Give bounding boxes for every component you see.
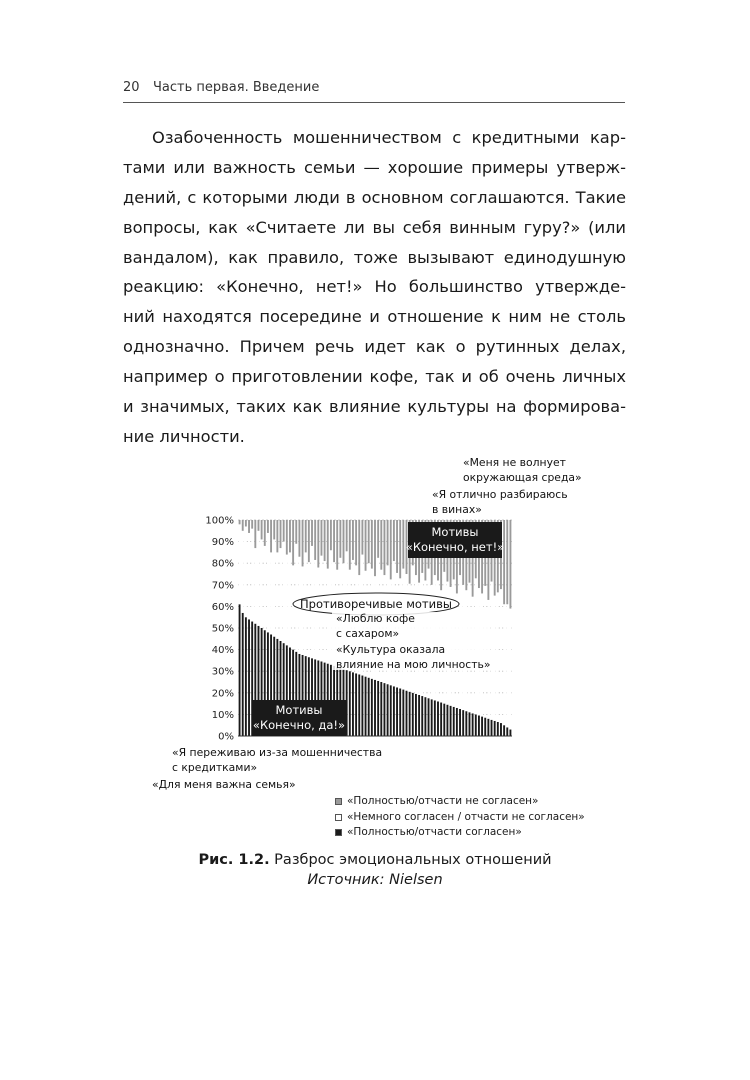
bar-disagree: [289, 520, 291, 552]
bar-agree: [456, 708, 458, 736]
bar-neutral: [264, 546, 266, 630]
bar-agree: [446, 705, 448, 736]
body-line: однозначно. Причем речь идет как о рутинных делах,: [123, 337, 626, 357]
bar-agree: [465, 711, 467, 736]
bar-neutral: [248, 533, 250, 619]
bar-agree: [371, 679, 373, 736]
bar-neutral: [283, 542, 285, 644]
bar-disagree: [343, 520, 345, 563]
bar-neutral: [261, 539, 263, 628]
bar-disagree: [327, 520, 329, 569]
bar-agree: [406, 691, 408, 736]
bar-disagree: [384, 520, 386, 575]
bar-agree: [462, 710, 464, 736]
bar-agree: [443, 704, 445, 736]
bar-agree: [387, 684, 389, 736]
bar-agree: [450, 706, 452, 736]
bar-agree: [487, 719, 489, 736]
bar-neutral: [273, 539, 275, 636]
bar-agree: [412, 693, 414, 736]
bar-agree: [374, 680, 376, 736]
bar-disagree: [270, 520, 272, 552]
bar-disagree: [254, 520, 256, 548]
legend-item: [335, 825, 585, 841]
y-tick-label: 60%: [211, 601, 234, 613]
bar-disagree: [321, 520, 323, 556]
caption-number: Рис. 1.2.: [198, 852, 270, 868]
body-line: тами или важность семьи — хорошие примеры утверж-: [123, 157, 626, 177]
body-line: и значимых, таких как влияние культуры на формирова-: [123, 397, 626, 417]
bar-disagree: [295, 520, 297, 544]
bar-neutral: [258, 531, 260, 626]
bar-agree: [478, 715, 480, 736]
bar-agree: [440, 703, 442, 736]
bar-neutral: [327, 569, 329, 664]
bar-agree: [434, 700, 436, 736]
bar-agree: [481, 717, 483, 736]
bar-disagree: [336, 520, 338, 570]
bar-disagree: [258, 520, 260, 531]
bar-disagree: [283, 520, 285, 542]
bar-disagree: [273, 520, 275, 539]
bar-neutral: [506, 604, 508, 727]
bar-agree: [453, 707, 455, 736]
bar-agree: [242, 613, 244, 736]
bar-agree: [500, 723, 502, 736]
page-number: 20: [123, 80, 140, 95]
bar-agree: [409, 692, 411, 736]
motives-yes-text: Мотивы: [275, 703, 323, 717]
caption-source: Источник: Nielsen: [307, 872, 443, 888]
bar-disagree: [387, 520, 389, 565]
annotation-line: «Меня не волнует: [463, 456, 566, 469]
bar-neutral: [251, 529, 253, 622]
bar-agree: [393, 686, 395, 736]
bar-neutral: [286, 555, 288, 646]
bar-disagree: [280, 520, 282, 548]
legend-swatch: [335, 814, 342, 821]
bar-disagree: [314, 520, 316, 560]
body-line: ний находятся посередине и отношение к ним не столь: [123, 307, 626, 327]
bar-disagree: [509, 520, 511, 609]
y-tick-label: 30%: [211, 666, 234, 678]
bar-agree: [396, 687, 398, 736]
bar-agree: [475, 714, 477, 736]
bar-agree: [424, 697, 426, 736]
legend-swatch: [335, 798, 342, 805]
bar-disagree: [396, 520, 398, 573]
annotation-line: с сахаром»: [336, 626, 400, 640]
bar-disagree: [308, 520, 310, 562]
bar-agree: [361, 676, 363, 736]
bar-neutral: [503, 604, 505, 725]
bar-agree: [503, 725, 505, 736]
bar-agree: [380, 682, 382, 736]
y-tick-label: 40%: [211, 645, 234, 657]
bar-disagree: [346, 520, 348, 551]
bar-neutral: [270, 552, 272, 634]
y-tick-label: 50%: [211, 623, 234, 635]
annotation-line: «Культура оказала: [336, 643, 446, 656]
bar-disagree: [402, 520, 404, 569]
bar-disagree: [317, 520, 319, 568]
bar-disagree: [302, 520, 304, 566]
bar-agree: [431, 699, 433, 736]
bar-agree: [349, 671, 351, 736]
y-tick-label: 20%: [211, 688, 234, 700]
bar-disagree: [339, 520, 341, 558]
y-tick-label: 80%: [211, 558, 234, 570]
bar-disagree: [264, 520, 266, 546]
bar-disagree: [311, 520, 313, 546]
bar-neutral: [267, 533, 269, 632]
annotation-credit: [172, 746, 382, 775]
section-title: Часть первая. Введение: [153, 80, 320, 95]
bar-disagree: [242, 520, 244, 531]
bar-agree: [352, 672, 354, 736]
bar-agree: [248, 619, 250, 736]
bar-disagree: [251, 520, 253, 529]
y-tick-label: 10%: [211, 709, 234, 721]
bar-disagree: [380, 520, 382, 570]
bar-agree: [509, 730, 511, 736]
bar-agree: [239, 604, 241, 736]
body-line: вандалом), как правило, тоже вызывают единодушную: [123, 247, 626, 267]
chart-legend: [335, 794, 585, 841]
y-tick-label: 0%: [218, 731, 234, 743]
legend-item: [335, 794, 585, 810]
y-tick-label: 90%: [211, 537, 234, 549]
bar-disagree: [239, 520, 241, 524]
bar-disagree: [365, 520, 367, 571]
bar-disagree: [393, 520, 395, 561]
caption-text: Разброс эмоциональных отношений: [269, 852, 552, 868]
annotation-line: «Люблю кофе: [336, 612, 415, 625]
annotation-line: в винах»: [432, 502, 482, 516]
bar-neutral: [494, 596, 496, 721]
bar-disagree: [276, 520, 278, 552]
legend-item: [335, 810, 585, 826]
bar-disagree: [349, 520, 351, 570]
bar-agree: [390, 685, 392, 736]
bar-disagree: [305, 520, 307, 552]
bar-agree: [402, 690, 404, 736]
bar-disagree: [377, 520, 379, 558]
bar-neutral: [500, 589, 502, 723]
motives-yes-text: «Конечно, да!»: [252, 718, 346, 732]
caption-title: [0, 850, 750, 870]
bar-agree: [494, 721, 496, 736]
bar-neutral: [292, 565, 294, 649]
bar-agree: [368, 678, 370, 736]
annotation-coffee: [336, 612, 415, 641]
body-line: ние личности.: [123, 426, 245, 446]
bar-disagree: [358, 520, 360, 575]
body-line: Озабоченность мошенничеством с кредитными кар-: [152, 128, 626, 147]
bar-agree: [355, 673, 357, 736]
bar-neutral: [289, 552, 291, 647]
motives-no-text: Мотивы: [431, 525, 479, 539]
bar-neutral: [276, 552, 278, 638]
bar-agree: [506, 727, 508, 736]
bar-neutral: [317, 568, 319, 661]
bar-agree: [428, 698, 430, 736]
bar-agree: [245, 617, 247, 736]
bar-agree: [484, 718, 486, 736]
bar-neutral: [239, 524, 241, 604]
bar-agree: [384, 683, 386, 736]
bar-neutral: [242, 531, 244, 613]
bar-disagree: [506, 520, 508, 604]
bar-agree: [365, 677, 367, 736]
annotation-family: «Для меня важна семья»: [152, 778, 296, 791]
bar-disagree: [503, 520, 505, 604]
bar-agree: [377, 681, 379, 736]
legend-label: «Немного согласен / отчасти не согласен»: [347, 810, 585, 823]
body-line: вопросы, как «Считаете ли вы себя винным гуру?» (или: [123, 217, 626, 237]
bar-disagree: [333, 520, 335, 562]
bar-disagree: [399, 520, 401, 578]
bar-disagree: [352, 520, 354, 560]
annotation-wine: [432, 488, 568, 517]
bar-agree: [421, 696, 423, 736]
contradictory-label: Противоречивые мотивы: [300, 597, 452, 611]
bar-neutral: [280, 548, 282, 641]
bar-agree: [459, 709, 461, 736]
bar-neutral: [254, 548, 256, 624]
legend-swatch: [335, 829, 342, 836]
bar-disagree: [371, 520, 373, 569]
bar-disagree: [245, 520, 247, 526]
bar-disagree: [374, 520, 376, 576]
bar-agree: [418, 695, 420, 736]
annotation-line: влияние на мою личность»: [336, 657, 491, 671]
bar-neutral: [491, 582, 493, 720]
bar-neutral: [509, 609, 511, 730]
figure-caption: [0, 850, 750, 890]
annotation-line: окружающая среда»: [463, 470, 582, 484]
bar-agree: [469, 712, 471, 736]
body-line: дений, с которыми люди в основном соглашаются. Такие: [123, 187, 626, 207]
bar-agree: [497, 722, 499, 736]
bar-disagree: [286, 520, 288, 555]
bar-agree: [399, 688, 401, 736]
annotation-line: «Я переживаю из-за мошенничества: [172, 746, 383, 759]
bar-disagree: [261, 520, 263, 539]
y-tick-label: 70%: [211, 580, 234, 592]
bar-disagree: [324, 520, 326, 561]
annotation-environment: [463, 456, 582, 485]
bar-disagree: [330, 520, 332, 550]
bar-neutral: [295, 544, 297, 652]
bar-disagree: [355, 520, 357, 565]
bar-agree: [437, 701, 439, 736]
bar-disagree: [248, 520, 250, 533]
y-tick-label: 100%: [205, 515, 234, 527]
annotation-line: с кредитками»: [172, 760, 258, 774]
annotation-culture: [336, 643, 490, 672]
body-line: например о приготовлении кофе, так и об очень личных: [123, 367, 626, 387]
bar-neutral: [245, 526, 247, 617]
bar-disagree: [368, 520, 370, 563]
bar-agree: [472, 713, 474, 736]
legend-label: «Полностью/отчасти согласен»: [347, 826, 522, 838]
bar-disagree: [267, 520, 269, 533]
body-line: реакцию: «Конечно, нет!» Но большинство утвержде-: [123, 277, 626, 297]
bar-disagree: [390, 520, 392, 579]
bar-agree: [358, 674, 360, 736]
legend-label: «Полностью/отчасти не согласен»: [347, 795, 539, 807]
bar-disagree: [292, 520, 294, 565]
bar-agree: [491, 720, 493, 736]
motives-no-text: «Конечно, нет!»: [405, 540, 505, 554]
bar-disagree: [298, 520, 300, 557]
bar-disagree: [361, 520, 363, 555]
annotation-line: «Я отлично разбираюсь: [432, 488, 568, 501]
bar-agree: [415, 694, 417, 736]
bar-neutral: [497, 592, 499, 722]
